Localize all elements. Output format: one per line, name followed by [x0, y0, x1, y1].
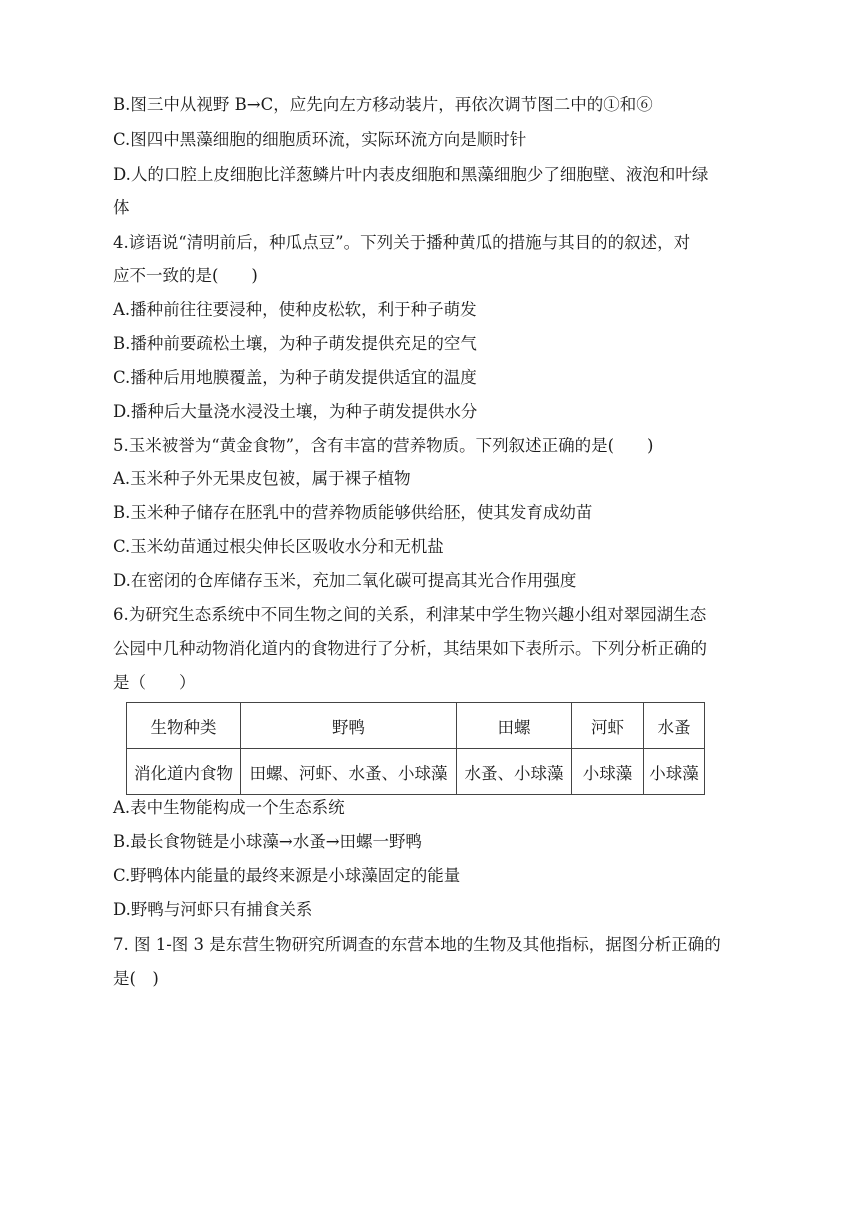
q3-option-b: B.图三中从视野 B→C，应先向左方移动装片，再依次调节图二中的①和⑥	[113, 95, 653, 114]
q6-option-b: B.最长食物链是小球藻→水蚤→田螺一野鸭	[113, 832, 423, 851]
q4-stem: 4.谚语说“清明前后，种瓜点豆”。下列关于播种黄瓜的措施与其目的的叙述，对	[113, 233, 691, 252]
table-cell: 水蚤、小球藻	[457, 749, 572, 795]
q5-option-a: A.玉米种子外无果皮包被，属于裸子植物	[113, 469, 411, 488]
q6-stem-cont-1: 公园中几种动物消化道内的食物进行了分析，其结果如下表所示。下列分析正确的	[113, 639, 707, 658]
q3-option-c: C.图四中黑藻细胞的细胞质环流，实际环流方向是顺时针	[113, 130, 527, 149]
q3-option-d-cont: 体	[113, 198, 130, 217]
table-header-cell: 野鸭	[241, 703, 457, 749]
q5-stem: 5.玉米被誉为“黄金食物”，含有丰富的营养物质。下列叙述正确的是( )	[113, 436, 654, 455]
q5-option-d: D.在密闭的仓库储存玉米，充加二氧化碳可提高其光合作用强度	[113, 571, 577, 590]
q6-option-a: A.表中生物能构成一个生态系统	[113, 798, 345, 817]
q3-option-d: D.人的口腔上皮细胞比洋葱鳞片叶内表皮细胞和黑藻细胞少了细胞壁、液泡和叶绿	[113, 165, 709, 184]
q7-stem: 7. 图 1-图 3 是东营生物研究所调查的东营本地的生物及其他指标，据图分析正确的	[113, 935, 721, 954]
table-header-row	[127, 703, 705, 749]
table-header-cell: 田螺	[457, 703, 572, 749]
table-header-cell: 水蚤	[644, 703, 705, 749]
q6-option-d: D.野鸭与河虾只有捕食关系	[113, 900, 313, 919]
table-header-cell: 河虾	[572, 703, 644, 749]
q5-option-b: B.玉米种子储存在胚乳中的营养物质能够供给胚，使其发育成幼苗	[113, 503, 593, 522]
table-cell: 小球藻	[572, 749, 644, 795]
q6-stem: 6.为研究生态系统中不同生物之间的关系，利津某中学生物兴趣小组对翠园湖生态	[113, 605, 707, 624]
table-cell: 消化道内食物	[127, 749, 241, 795]
q4-stem-cont: 应不一致的是( )	[113, 266, 258, 285]
q6-option-c: C.野鸭体内能量的最终来源是小球藻固定的能量	[113, 866, 461, 885]
q4-option-d: D.播种后大量浇水浸没土壤，为种子萌发提供水分	[113, 402, 478, 421]
food-analysis-table	[126, 702, 705, 795]
q4-option-c: C.播种后用地膜覆盖，为种子萌发提供适宜的温度	[113, 368, 477, 387]
table-row	[127, 749, 705, 795]
table-header-cell: 生物种类	[127, 703, 241, 749]
q6-stem-cont-2: 是（ ）	[113, 673, 196, 692]
q5-option-c: C.玉米幼苗通过根尖伸长区吸收水分和无机盐	[113, 537, 444, 556]
q7-stem-cont: 是( )	[113, 969, 159, 988]
table-cell: 田螺、河虾、水蚤、小球藻	[241, 749, 457, 795]
q4-option-a: A.播种前往往要浸种，使种皮松软，利于种子萌发	[113, 300, 477, 319]
table-cell: 小球藻	[644, 749, 705, 795]
q4-option-b: B.播种前要疏松土壤，为种子萌发提供充足的空气	[113, 334, 477, 353]
